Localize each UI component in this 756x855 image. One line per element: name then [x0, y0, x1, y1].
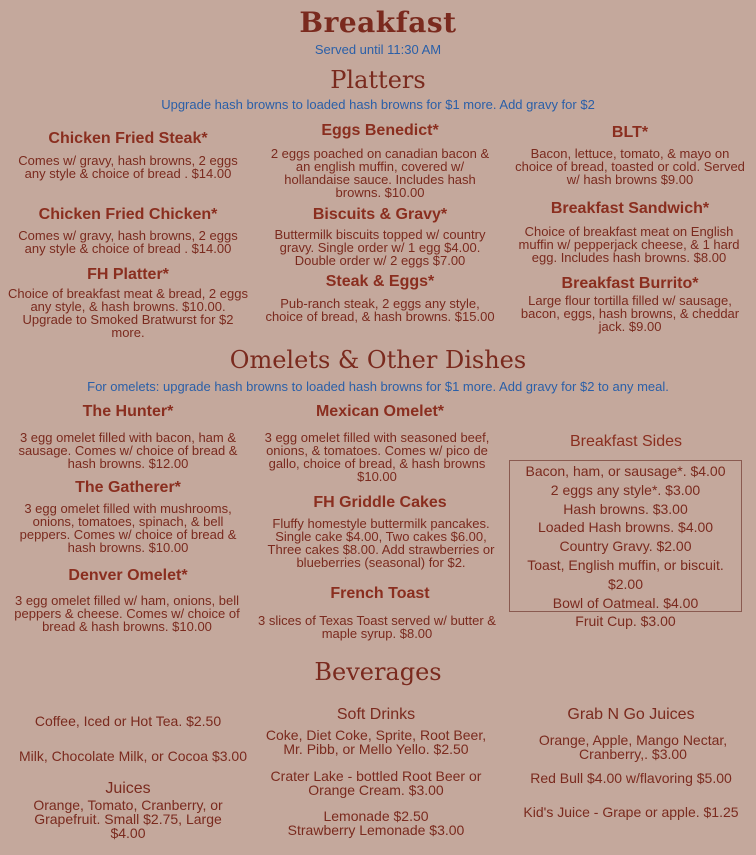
grab-n-go-juices: Orange, Apple, Mango Nectar, Cranberry,. $3.00 [538, 732, 728, 762]
menu-item-title: The Hunter* [82, 403, 174, 420]
menu-item-title: Breakfast Sandwich* [550, 200, 710, 217]
menu-item-description: 3 egg omelet filled with seasoned beef, onions, & tomatoes. Comes w/ pico de gallo, choice of bread, & hash browns $10.00 [264, 430, 490, 484]
platters-heading: Platters [330, 66, 426, 94]
menu-item-title: Mexican Omelet* [315, 403, 445, 420]
menu-item-description: 3 slices of Texas Toast served w/ butter & maple syrup. $8.00 [258, 613, 496, 641]
menu-item-title: FH Platter* [87, 266, 169, 283]
beverages-heading: Beverages [314, 658, 442, 686]
menu-item-title: Steak & Eggs* [325, 273, 435, 290]
kids-juice: Kid's Juice - Grape or apple. $1.25 [523, 804, 739, 820]
menu-item-title: Biscuits & Gravy* [312, 206, 448, 223]
menu-item-title: The Gatherer* [75, 479, 181, 496]
menu-item-title: Chicken Fried Chicken* [38, 206, 218, 223]
side-item: Hash browns. $3.00 [563, 500, 688, 517]
side-item: Bowl of Oatmeal. $4.00 [552, 594, 699, 611]
menu-item-description: 3 egg omelet filled w/ ham, onions, bell peppers & cheese. Comes w/ choice of bread & hash browns. $10.00 [14, 593, 240, 634]
menu-item-description: 3 egg omelet filled with mushrooms, onions, tomatoes, spinach, & bell peppers. Comes w/ choice of bread & hash browns. $10.00 [19, 501, 237, 555]
menu-item-description: Choice of breakfast meat on English muffin w/ pepperjack cheese, & 1 hard egg. Includes hash browns. $8.00 [518, 224, 740, 265]
menu-item-title: Denver Omelet* [68, 567, 188, 584]
menu-item-description: 3 egg omelet filled with bacon, ham & sausage. Comes w/ choice of bread & hash browns. $12.00 [18, 430, 238, 471]
menu-item-description: Comes w/ gravy, hash browns, 2 eggs any style & choice of bread . $14.00 [18, 228, 238, 256]
sides-heading: Breakfast Sides [569, 433, 683, 450]
beverage-coffee: Coffee, Iced or Hot Tea. $2.50 [34, 713, 222, 729]
juices-title: Juices [105, 780, 151, 797]
menu-item-title: Breakfast Burrito* [561, 275, 699, 292]
side-item: 2 eggs any style*. $3.00 [550, 481, 701, 498]
menu-item-description: Large flour tortilla filled w/ sausage, bacon, eggs, hash browns, & cheddar jack. $9.00 [520, 293, 740, 334]
side-item: Bacon, ham, or sausage*. $4.00 [525, 463, 726, 479]
page-title: Breakfast [299, 6, 457, 39]
soft-drinks-list: Coke, Diet Coke, Sprite, Root Beer, Mr. Pibb, or Mello Yello. $2.50 [265, 727, 487, 757]
strawberry-lemonade: Strawberry Lemonade $3.00 [287, 822, 465, 838]
lemonade: Lemonade $2.50 [323, 808, 429, 824]
menu-item-title: BLT* [611, 124, 649, 141]
menu-item-description: Pub-ranch steak, 2 eggs any style, choice of bread, & hash browns. $15.00 [265, 296, 495, 324]
juices-description: Orange, Tomato, Cranberry, or Grapefruit. Small $2.75, Large $4.00 [33, 797, 223, 841]
sides-box [509, 460, 742, 630]
served-hours: Served until 11:30 AM [314, 42, 442, 57]
menu-item-description: Bacon, lettuce, tomato, & mayo on choice of bread, toasted or cold. Served w/ hash browns $9.00 [515, 146, 745, 187]
side-item: Loaded Hash browns. $4.00 [537, 519, 714, 536]
menu-item-description: 2 eggs poached on canadian bacon & an english muffin, covered w/ hollandaise sauce. Includes hash browns. $10.00 [270, 146, 490, 200]
grab-n-go-title: Grab N Go Juices [567, 706, 695, 723]
sides-list [510, 461, 741, 631]
side-item: Toast, English muffin, or biscuit. $2.00 [527, 556, 724, 592]
menu-item-title: Chicken Fried Steak* [48, 130, 208, 147]
red-bull: Red Bull $4.00 w/flavoring $5.00 [530, 770, 732, 786]
menu-item-description: Comes w/ gravy, hash browns, 2 eggs any style & choice of bread . $14.00 [18, 153, 238, 181]
menu-item-title: Eggs Benedict* [321, 122, 439, 139]
side-item: Fruit Cup. $3.00 [575, 613, 676, 630]
platters-note: Upgrade hash browns to loaded hash browns for $1 more. Add gravy for $2 [161, 97, 595, 112]
side-item: Country Gravy. $2.00 [559, 538, 692, 555]
beverage-milk: Milk, Chocolate Milk, or Cocoa $3.00 [19, 748, 247, 764]
menu-item-description: Fluffy homestyle buttermilk pancakes. Single cake $4.00, Two cakes $6.00, Three cakes $8.00. Add strawberries or blueberries (seasonal) for $2. [267, 516, 495, 570]
omelets-note: For omelets: upgrade hash browns to loaded hash browns for $1 more. Add gravy for $2 to any meal. [87, 379, 669, 394]
menu-item-description: Choice of breakfast meat & bread, 2 eggs any style, & hash browns. $10.00. Upgrade to Smoked Bratwurst for $2 more. [8, 286, 248, 340]
menu-item-description: Buttermilk biscuits topped w/ country gravy. Single order w/ 1 egg $4.00. Double order w/ 2 eggs $7.00 [274, 227, 486, 268]
menu-item-title: FH Griddle Cakes [313, 494, 447, 511]
soft-drinks-title: Soft Drinks [336, 706, 416, 723]
menu-item-title: French Toast [330, 585, 430, 602]
crater-lake-drinks: Crater Lake - bottled Root Beer or Orange Cream. $3.00 [270, 768, 482, 798]
omelets-heading: Omelets & Other Dishes [229, 346, 527, 374]
